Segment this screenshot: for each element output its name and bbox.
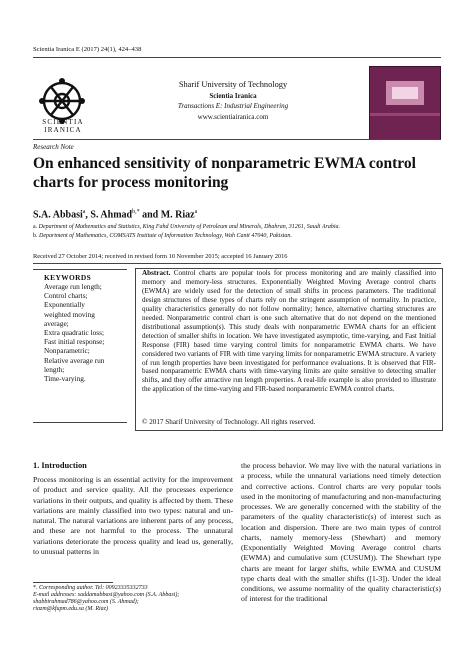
copyright: © 2017 Sharif University of Technology. All rights reserved. <box>142 418 316 426</box>
abstract <box>142 269 436 394</box>
author-list <box>33 209 197 220</box>
keyword: Extra quadratic loss; <box>44 328 104 338</box>
logo-wordmark <box>33 118 93 134</box>
keyword: Relative average run <box>44 355 105 365</box>
logo-line2: IRANICA <box>44 126 82 134</box>
keyword: Average run length; <box>44 282 102 291</box>
keyword: Control charts; <box>44 291 88 301</box>
author-affiliation-mark: a <box>194 209 198 215</box>
keyword: average; <box>44 318 69 328</box>
journal-name: Scientia Iranica <box>209 91 257 100</box>
journal-university: Sharif University of Technology <box>178 80 288 89</box>
author-name: S.A. Abbasi <box>33 209 83 221</box>
info-rule <box>33 263 441 264</box>
keyword: weighted moving <box>44 309 95 319</box>
footnote-marker: *. <box>33 585 38 591</box>
keyword: Nonparametric; <box>44 346 90 356</box>
keyword: Exponentially <box>44 300 85 310</box>
author-affiliation-mark: b,* <box>132 209 140 215</box>
footnote-line: shabbirahmad786@yahoo.com (S. Ahmad); <box>33 599 139 606</box>
affiliation-text: Department of Mathematics, COMSATS Institute of Information Technology, Wah Cantt 47040, Pakistan. <box>39 233 292 239</box>
footnote-line: riazm@kfupm.edu.sa (M. Riaz) <box>33 606 109 613</box>
body-text-left: Process monitoring is an essential activity for the improvement of product and service quality. All the processes experience variations in their outputs, and quality is affected by them. These variations are mainly classified into two types: natural and un-natural. The natural variations are inherent parts of any process, and these are not harmful to the process. The unnatural variations deteriorate the process quality and lead us, generally, to unusual patterns in <box>33 475 233 556</box>
author-separator: and <box>139 209 161 221</box>
author-name: M. Riaz <box>160 209 195 221</box>
keyword: Fast initial response; <box>44 337 105 347</box>
journal-info <box>118 80 348 122</box>
abstract-label: Abstract. <box>142 269 171 277</box>
header-rule <box>33 57 441 58</box>
footnote-line: E-mail addresses: saddamabbasi@yahoo.com (S.A. Abbasi); <box>33 592 180 599</box>
body-text-right: the process behavior. We may live with the natural variations in a process, while the unnatural variations need timely detection and corrective actions. Control charts are very popular tools used in the monitoring of manufacturing and non-manufacturing processes. We are generally concerned with the stability of the parameters of the quality characteristic(s) of interest such as location and dispersion. There are two main types of control charts, namely memory-less (Shewhart) and memory (Exponentially Weighted Moving Average control charts (EWMA) and cumulative sum (CUSUM)). The Shewhart type charts are meant for larger shifts, while EWMA and CUSUM type charts deal with the smaller shifts ([1-3]). Under the ideal conditions, we assume normality of the quality characteristic(s) of interest for the traditional <box>241 461 441 604</box>
keywords-heading: KEYWORDS <box>44 273 92 282</box>
footnote-rule <box>33 582 113 583</box>
keywords-list <box>44 282 126 383</box>
footnote <box>33 585 238 613</box>
running-head: Scientia Iranica E (2017) 24(1), 424–438 <box>33 46 142 53</box>
article-title: On enhanced sensitivity of nonparametric EWMA control charts for process monitoring <box>33 155 416 191</box>
abstract-text: Control charts are popular tools for process monitoring and are mainly classified into memory and memory-less structures. Exponentially Weighted Moving Average control charts (EWMA) are widely used for the detection of small shifts in process parameters. The traditional design structures of these types of charts rely on the stringent assumption of normality. In practice, quality characteristics generally do not follow normality; hence, alternative charting structures are needed. Nonparametric control chart is one such alternative that do not depend on the mentioned distributional assumption(s). This study deals with nonparametric EWMA charts for an efficient detection of smaller shifts in location. We have investigated asymptotic, time-varying, and Fast Initial Response (FIR) based time varying control limits for nonparametric EWMA charts. We have considered two variants of FIR with time varying limits for nonparametric EWMA structure. A variety of run length properties have been investigated for performance evaluations. It is observed that FIR-based nonparametric EWMA charts with time-varying limits are quite sensitive to detecting smaller shifts, and they offer attractive run length properties. A real-life example is also provided to illustrate the application of the time-varying and FIR-based nonparametric EWMA control charts. <box>142 269 436 394</box>
logo-line1: SCIENTIA <box>42 118 84 126</box>
journal-transactions: Transactions E: Industrial Engineering <box>177 102 289 111</box>
author-separator: , <box>85 209 91 221</box>
affiliation <box>33 233 443 239</box>
keyword: Time-varying. <box>44 374 86 384</box>
footnote-line: Corresponding author. Tel: 00923335332733 <box>39 585 148 591</box>
affiliation <box>33 224 443 230</box>
keyword: length; <box>44 364 65 374</box>
masthead-rule <box>33 139 441 140</box>
author-affiliation-mark: a <box>82 209 86 215</box>
received-dates: Received 27 October 2014; received in revised form 10 November 2015; accepted 16 January 2016 <box>33 253 288 260</box>
affiliation-key: a. <box>33 224 38 230</box>
journal-url[interactable]: www.scientiairanica.com <box>197 112 269 121</box>
journal-cover-image <box>369 66 441 140</box>
affiliation-text: Department of Mathematics and Statistics, King Fahd University of Petroleum and Minerals, Dhahran, 31261, Saudi Arabia. <box>38 224 340 230</box>
author-name: S. Ahmad <box>90 209 133 221</box>
affiliation-key: b. <box>33 233 38 239</box>
article-type: Research Note <box>33 143 74 151</box>
section-heading: 1. Introduction <box>33 461 87 470</box>
